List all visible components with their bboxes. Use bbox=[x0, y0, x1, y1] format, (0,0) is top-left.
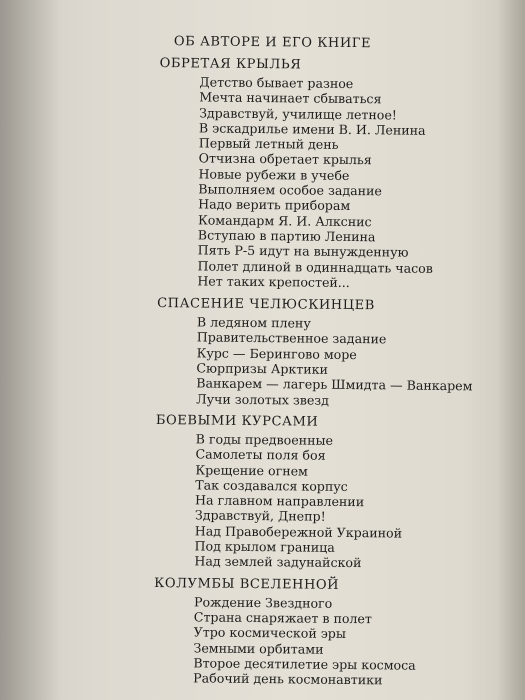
toc-item: Пять Р-5 идут на вынужденную bbox=[197, 242, 409, 260]
toc-item: Детство бывает разное bbox=[199, 74, 354, 92]
toc-item: Полет длиной в одиннадцать часов bbox=[197, 257, 433, 276]
toc-item: Земными орбитами bbox=[193, 639, 324, 657]
toc-item: Здравствуй, Днепр! bbox=[194, 507, 326, 525]
toc-item: Самолеты поля боя bbox=[195, 446, 326, 463]
toc-item: Так создавался корпус bbox=[195, 477, 348, 494]
toc-item: Ванкарем — лагерь Шмидта — Ванкарем bbox=[196, 375, 473, 394]
toc-item: Курс — Берингово море bbox=[196, 345, 357, 362]
toc-item: Вступаю в партию Ленина bbox=[197, 227, 376, 245]
toc-item: Первый летный день bbox=[198, 135, 339, 153]
toc-item: Лучи золотых звезд bbox=[196, 391, 330, 408]
toc-item: Нет таких крепостей... bbox=[197, 273, 350, 290]
toc-item: Страна снаряжает в полет bbox=[193, 609, 372, 627]
toc-item: Под крылом граница bbox=[194, 538, 335, 555]
toc-item: В эскадрилье имени В. И. Ленина bbox=[198, 120, 426, 138]
toc-item: Рабочий день космонавтики bbox=[193, 670, 383, 688]
section-items-1 bbox=[197, 74, 479, 291]
about-author-heading: ОБ АВТОРЕ И ЕГО КНИГЕ bbox=[173, 34, 372, 52]
toc-item: Командарм Я. И. Алкснис bbox=[197, 212, 372, 229]
page-gutter-shadow bbox=[0, 0, 60, 700]
section-items-4 bbox=[193, 594, 474, 689]
toc-item: В годы предвоенные bbox=[195, 431, 334, 448]
toc-item: В ледяном плену bbox=[196, 314, 311, 331]
section-items-3 bbox=[194, 431, 475, 572]
toc-item: Новые рубежи в учебе bbox=[198, 166, 350, 183]
toc-item: Выполняем особое задание bbox=[198, 181, 382, 199]
toc-item: Здравствуй, училище летное! bbox=[199, 105, 397, 123]
toc-item: Утро космической эры bbox=[193, 624, 347, 642]
section-items-2 bbox=[196, 315, 477, 410]
toc-item: Мечта начинает сбываться bbox=[199, 89, 382, 107]
toc-item: Отчизна обретает крылья bbox=[198, 150, 372, 168]
table-of-contents bbox=[153, 30, 480, 689]
toc-item: Крещение огнем bbox=[195, 461, 308, 479]
section-title-4: КОЛУМБЫ ВСЕЛЕННОЙ bbox=[154, 575, 340, 593]
toc-item: Надо верить приборам bbox=[198, 196, 351, 214]
section-title-3: БОЕВЫМИ КУРСАМИ bbox=[155, 412, 319, 430]
toc-item: Сюрпризы Арктики bbox=[196, 360, 329, 377]
toc-item: Второе десятилетие эры космоса bbox=[193, 655, 416, 673]
toc-item: Над землей задунайской bbox=[194, 553, 362, 571]
toc-item: Над Правобережной Украиной bbox=[194, 523, 403, 541]
page-edge-shadow bbox=[497, 0, 525, 700]
toc-item: Рождение Звездного bbox=[193, 593, 333, 611]
section-title-1: ОБРЕТАЯ КРЫЛЬЯ bbox=[159, 55, 302, 73]
toc-item: На главном направлении bbox=[195, 492, 365, 510]
section-title-2: СПАСЕНИЕ ЧЕЛЮСКИНЦЕВ bbox=[157, 296, 376, 314]
toc-item: Правительственное задание bbox=[196, 329, 387, 347]
